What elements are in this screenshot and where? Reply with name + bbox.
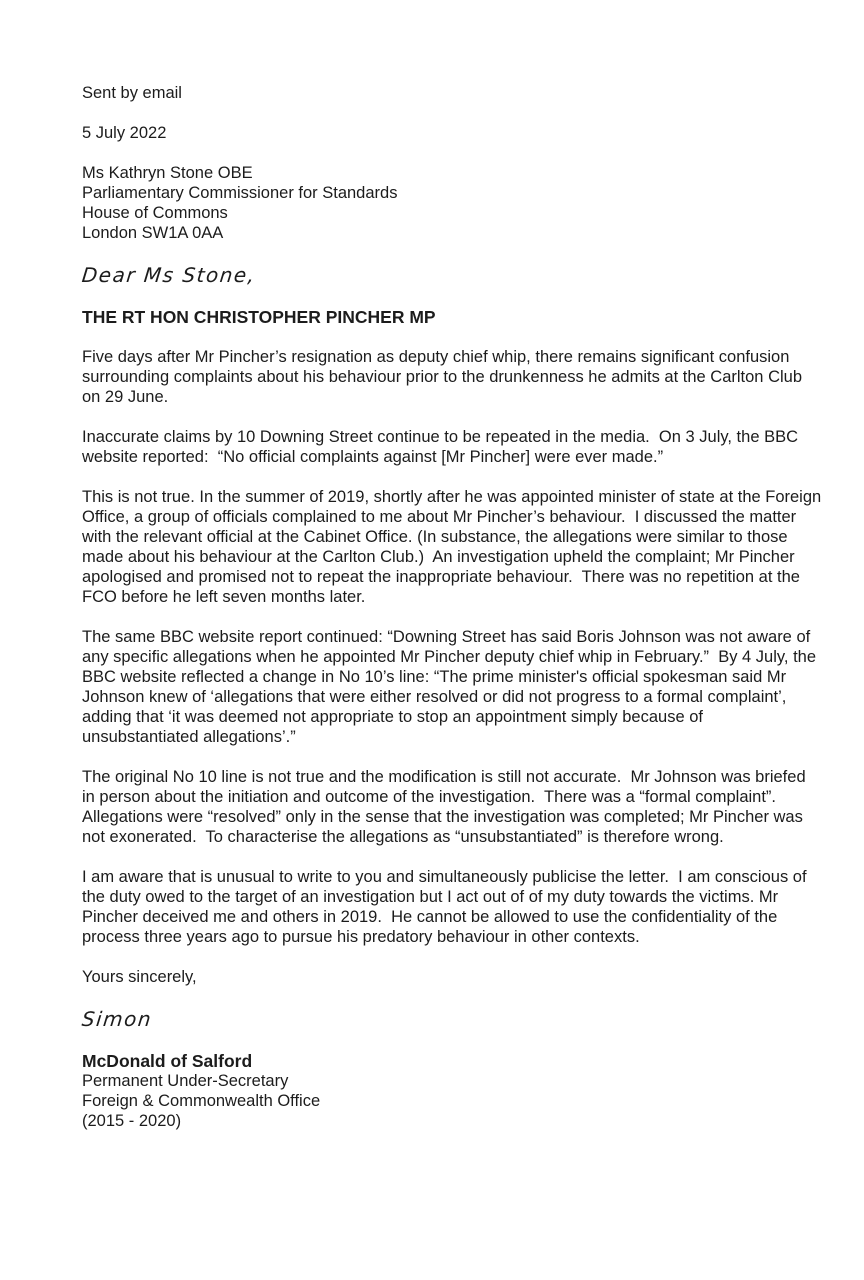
letter-date: 5 July 2022 xyxy=(82,124,167,142)
body-paragraph-5: The original No 10 line is not true and the modification is still not accurate. Mr Johnson was briefed in person about the initiation and outcome of the investigation. There was a “formal complaint”. Allegations were “resolved” only in the sense that the investigation was completed; Mr Pincher was not exonerated. To characterise the allegations as “unsubstantiated” is therefore wrong. xyxy=(82,768,811,846)
body-paragraph-3: This is not true. In the summer of 2019, shortly after he was appointed minister of state at the Foreign Office, a group of officials complained to me about Mr Pincher’s behaviour. I discussed the matter with the relevant official at the Cabinet Office. (In substance, the allegations were similar to those made about his behaviour at the Carlton Club.) An investigation upheld the complaint; Mr Pincher apologised and promised not to repeat the inappropriate behaviour. There was no repetition at the FCO before he left seven months later. xyxy=(82,488,826,606)
body-paragraph-4: The same BBC website report continued: “Downing Street has said Boris Johnson was not aware of any specific allegations when he appointed Mr Pincher deputy chief whip in February.” By 4 July, the BBC website reflected a change in No 10’s line: “The prime minister's official spokesman said Mr Johnson knew of ‘allegations that were either resolved or did not progress to a formal complaint’, adding that ‘it was deemed not appropriate to stop an appointment simply because of unsubstantiated allegations’.” xyxy=(82,628,821,746)
recipient-address xyxy=(82,163,822,243)
body-paragraph-2: Inaccurate claims by 10 Downing Street continue to be repeated in the media. On 3 July, the BBC website reported: “No official complaints against [Mr Pincher] were ever made.” xyxy=(82,428,803,466)
closing: Yours sincerely, xyxy=(82,968,197,986)
sender-organisation: Foreign & Commonwealth Office xyxy=(82,1092,321,1110)
sender-name: McDonald of Salford xyxy=(82,1051,253,1071)
sender-block xyxy=(82,1051,822,1131)
recipient-city-postcode: London SW1A 0AA xyxy=(82,224,224,242)
recipient-name: Ms Kathryn Stone OBE xyxy=(82,164,253,182)
sender-title: Permanent Under-Secretary xyxy=(82,1072,289,1090)
recipient-role: Parliamentary Commissioner for Standards xyxy=(82,184,398,202)
signature: Simon xyxy=(80,1007,154,1031)
salutation: Dear Ms Stone, xyxy=(80,263,257,287)
recipient-institution: House of Commons xyxy=(82,204,228,222)
body-paragraph-6: I am aware that is unusual to write to you and simultaneously publicise the letter. I am conscious of the duty owed to the target of an investigation but I act out of of my duty towards the victims. Mr Pincher deceived me and others in 2019. He cannot be allowed to use the confidentiality of the process three years ago to pursue his predatory behaviour in other contexts. xyxy=(82,868,812,946)
body-paragraph-1: Five days after Mr Pincher’s resignation as deputy chief whip, there remains significant confusion surrounding complaints about his behaviour prior to the drunkenness he admits at the Carlton Club on 29 June. xyxy=(82,348,807,406)
delivery-method: Sent by email xyxy=(82,84,182,102)
sender-tenure: (2015 - 2020) xyxy=(82,1112,182,1130)
subject-line: THE RT HON CHRISTOPHER PINCHER MP xyxy=(82,307,436,327)
